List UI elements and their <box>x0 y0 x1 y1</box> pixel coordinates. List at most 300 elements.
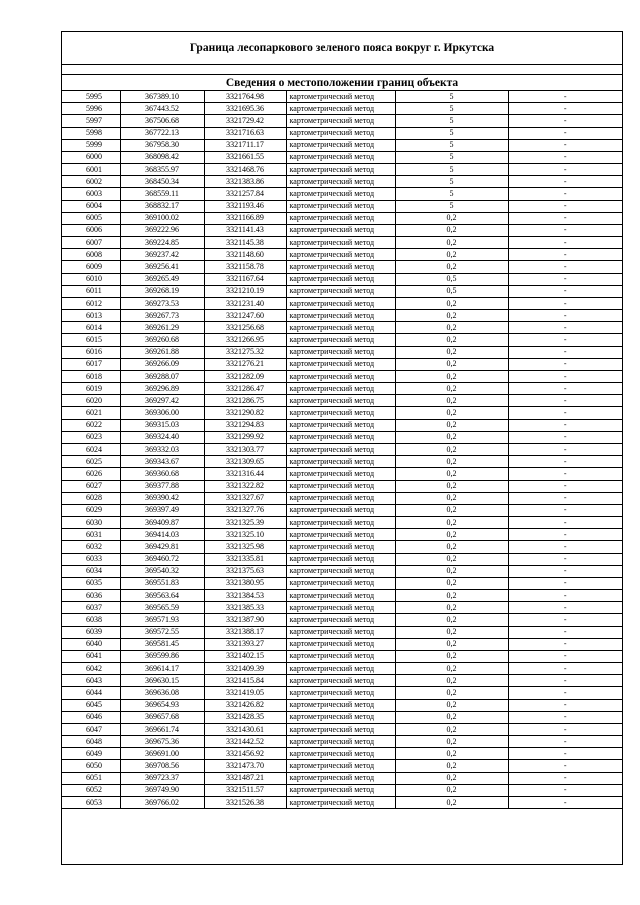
accuracy-cell: 0,2 <box>395 480 508 492</box>
dash-cell: - <box>508 711 622 723</box>
method-cell: картометрический метод <box>286 395 395 407</box>
dash-cell: - <box>508 565 622 577</box>
coord-x-cell: 369572.55 <box>120 626 204 638</box>
dash-cell: - <box>508 504 622 516</box>
method-cell: картометрический метод <box>286 188 395 200</box>
coord-y-cell: 3321231.40 <box>204 297 286 309</box>
coord-x-cell: 369273.53 <box>120 297 204 309</box>
method-cell: картометрический метод <box>286 565 395 577</box>
point-number-cell: 6010 <box>62 273 120 285</box>
coord-x-cell: 369267.73 <box>120 310 204 322</box>
accuracy-cell: 0,2 <box>395 261 508 273</box>
coord-x-cell: 369414.03 <box>120 529 204 541</box>
dash-cell: - <box>508 127 622 139</box>
method-cell: картометрический метод <box>286 529 395 541</box>
method-cell: картометрический метод <box>286 334 395 346</box>
coord-y-cell: 3321290.82 <box>204 407 286 419</box>
coord-y-cell: 3321247.60 <box>204 310 286 322</box>
dash-cell: - <box>508 784 622 796</box>
coord-y-cell: 3321375.63 <box>204 565 286 577</box>
method-cell: картометрический метод <box>286 358 395 370</box>
method-cell: картометрический метод <box>286 626 395 638</box>
point-number-cell: 6008 <box>62 249 120 261</box>
point-number-cell: 6040 <box>62 638 120 650</box>
point-number-cell: 5998 <box>62 127 120 139</box>
coord-y-cell: 3321526.38 <box>204 796 286 808</box>
point-number-cell: 6015 <box>62 334 120 346</box>
table-row <box>62 91 622 103</box>
table-row <box>62 529 622 541</box>
point-number-cell: 6009 <box>62 261 120 273</box>
table-row <box>62 322 622 334</box>
coord-y-cell: 3321309.65 <box>204 456 286 468</box>
accuracy-cell: 0,2 <box>395 322 508 334</box>
accuracy-cell: 0,2 <box>395 237 508 249</box>
table-row <box>62 358 622 370</box>
coord-y-cell: 3321468.76 <box>204 164 286 176</box>
coord-x-cell: 369397.49 <box>120 504 204 516</box>
dash-cell: - <box>508 212 622 224</box>
method-cell: картометрический метод <box>286 200 395 212</box>
method-cell: картометрический метод <box>286 650 395 662</box>
table-row <box>62 784 622 796</box>
dash-cell: - <box>508 492 622 504</box>
dash-cell: - <box>508 419 622 431</box>
coord-y-cell: 3321711.17 <box>204 139 286 151</box>
coord-y-cell: 3321299.92 <box>204 431 286 443</box>
accuracy-cell: 0,2 <box>395 784 508 796</box>
method-cell: картометрический метод <box>286 590 395 602</box>
method-cell: картометрический метод <box>286 796 395 808</box>
table-row <box>62 772 622 784</box>
coord-x-cell: 369261.29 <box>120 322 204 334</box>
point-number-cell: 5996 <box>62 103 120 115</box>
table-row <box>62 200 622 212</box>
coord-x-cell: 369723.37 <box>120 772 204 784</box>
point-number-cell: 6000 <box>62 151 120 163</box>
coord-y-cell: 3321380.95 <box>204 577 286 589</box>
table-row <box>62 711 622 723</box>
table-row <box>62 151 622 163</box>
table-row <box>62 395 622 407</box>
coord-x-cell: 369565.59 <box>120 602 204 614</box>
coord-y-cell: 3321384.53 <box>204 590 286 602</box>
coord-y-cell: 3321325.98 <box>204 541 286 553</box>
accuracy-cell: 0,2 <box>395 626 508 638</box>
point-number-cell: 6025 <box>62 456 120 468</box>
method-cell: картометрический метод <box>286 322 395 334</box>
coord-y-cell: 3321473.70 <box>204 760 286 772</box>
accuracy-cell: 0,2 <box>395 492 508 504</box>
coord-y-cell: 3321327.67 <box>204 492 286 504</box>
point-number-cell: 6003 <box>62 188 120 200</box>
table-row <box>62 541 622 553</box>
coord-x-cell: 369256.41 <box>120 261 204 273</box>
method-cell: картометрический метод <box>286 407 395 419</box>
table-row <box>62 237 622 249</box>
method-cell: картометрический метод <box>286 480 395 492</box>
coord-y-cell: 3321275.32 <box>204 346 286 358</box>
dash-cell: - <box>508 614 622 626</box>
coord-y-cell: 3321294.83 <box>204 419 286 431</box>
coord-x-cell: 367722.13 <box>120 127 204 139</box>
coordinates-table <box>62 91 622 809</box>
table-row <box>62 796 622 808</box>
method-cell: картометрический метод <box>286 553 395 565</box>
method-cell: картометрический метод <box>286 431 395 443</box>
coord-y-cell: 3321456.92 <box>204 748 286 760</box>
coord-x-cell: 369571.93 <box>120 614 204 626</box>
method-cell: картометрический метод <box>286 772 395 784</box>
accuracy-cell: 0,2 <box>395 796 508 808</box>
table-row <box>62 164 622 176</box>
dash-cell: - <box>508 151 622 163</box>
method-cell: картометрический метод <box>286 492 395 504</box>
coord-x-cell: 369636.08 <box>120 687 204 699</box>
coord-y-cell: 3321487.21 <box>204 772 286 784</box>
coord-x-cell: 367958.30 <box>120 139 204 151</box>
method-cell: картометрический метод <box>286 370 395 382</box>
accuracy-cell: 0,2 <box>395 699 508 711</box>
coord-x-cell: 369100.02 <box>120 212 204 224</box>
coord-y-cell: 3321511.57 <box>204 784 286 796</box>
table-row <box>62 577 622 589</box>
method-cell: картометрический метод <box>286 602 395 614</box>
dash-cell: - <box>508 602 622 614</box>
coord-y-cell: 3321442.52 <box>204 736 286 748</box>
accuracy-cell: 0,2 <box>395 504 508 516</box>
dash-cell: - <box>508 91 622 103</box>
point-number-cell: 6046 <box>62 711 120 723</box>
document-title: Граница лесопаркового зеленого пояса вокруг г. Иркутска <box>62 32 622 65</box>
table-row <box>62 310 622 322</box>
accuracy-cell: 0,5 <box>395 285 508 297</box>
dash-cell: - <box>508 395 622 407</box>
point-number-cell: 6023 <box>62 431 120 443</box>
dash-cell: - <box>508 468 622 480</box>
coord-y-cell: 3321325.10 <box>204 529 286 541</box>
point-number-cell: 6042 <box>62 663 120 675</box>
point-number-cell: 6051 <box>62 772 120 784</box>
method-cell: картометрический метод <box>286 139 395 151</box>
dash-cell: - <box>508 346 622 358</box>
accuracy-cell: 0,2 <box>395 249 508 261</box>
table-row <box>62 370 622 382</box>
accuracy-cell: 0,2 <box>395 383 508 395</box>
accuracy-cell: 5 <box>395 103 508 115</box>
table-row <box>62 261 622 273</box>
dash-cell: - <box>508 480 622 492</box>
table-row <box>62 626 622 638</box>
coord-x-cell: 369551.83 <box>120 577 204 589</box>
table-row <box>62 419 622 431</box>
accuracy-cell: 0,2 <box>395 675 508 687</box>
dash-cell: - <box>508 772 622 784</box>
coord-x-cell: 367506.68 <box>120 115 204 127</box>
table-row <box>62 249 622 261</box>
coord-y-cell: 3321327.76 <box>204 504 286 516</box>
table-row <box>62 407 622 419</box>
coord-x-cell: 369390.42 <box>120 492 204 504</box>
dash-cell: - <box>508 370 622 382</box>
coord-x-cell: 369306.00 <box>120 407 204 419</box>
dash-cell: - <box>508 103 622 115</box>
coord-x-cell: 369657.68 <box>120 711 204 723</box>
coord-x-cell: 369630.15 <box>120 675 204 687</box>
coord-x-cell: 369581.45 <box>120 638 204 650</box>
coord-y-cell: 3321193.46 <box>204 200 286 212</box>
accuracy-cell: 0,2 <box>395 468 508 480</box>
point-number-cell: 6033 <box>62 553 120 565</box>
point-number-cell: 6019 <box>62 383 120 395</box>
coord-y-cell: 3321325.39 <box>204 517 286 529</box>
method-cell: картометрический метод <box>286 249 395 261</box>
accuracy-cell: 0,2 <box>395 419 508 431</box>
method-cell: картометрический метод <box>286 383 395 395</box>
accuracy-cell: 0,5 <box>395 273 508 285</box>
coord-x-cell: 369766.02 <box>120 796 204 808</box>
method-cell: картометрический метод <box>286 297 395 309</box>
accuracy-cell: 0,2 <box>395 565 508 577</box>
point-number-cell: 5995 <box>62 91 120 103</box>
accuracy-cell: 0,2 <box>395 723 508 735</box>
coord-x-cell: 369332.03 <box>120 443 204 455</box>
coord-x-cell: 369563.64 <box>120 590 204 602</box>
method-cell: картометрический метод <box>286 723 395 735</box>
coord-x-cell: 369266.09 <box>120 358 204 370</box>
coord-y-cell: 3321145.38 <box>204 237 286 249</box>
dash-cell: - <box>508 261 622 273</box>
point-number-cell: 6027 <box>62 480 120 492</box>
table-row <box>62 103 622 115</box>
point-number-cell: 6020 <box>62 395 120 407</box>
method-cell: картометрический метод <box>286 285 395 297</box>
coord-x-cell: 369377.88 <box>120 480 204 492</box>
method-cell: картометрический метод <box>286 663 395 675</box>
table-row <box>62 699 622 711</box>
coord-x-cell: 368450.34 <box>120 176 204 188</box>
method-cell: картометрический метод <box>286 164 395 176</box>
coord-y-cell: 3321402.15 <box>204 650 286 662</box>
coord-y-cell: 3321286.47 <box>204 383 286 395</box>
coord-y-cell: 3321388.17 <box>204 626 286 638</box>
accuracy-cell: 5 <box>395 127 508 139</box>
coord-x-cell: 369343.67 <box>120 456 204 468</box>
accuracy-cell: 0,2 <box>395 736 508 748</box>
table-row <box>62 650 622 662</box>
dash-cell: - <box>508 626 622 638</box>
coord-x-cell: 369297.42 <box>120 395 204 407</box>
point-number-cell: 6030 <box>62 517 120 529</box>
point-number-cell: 6001 <box>62 164 120 176</box>
accuracy-cell: 5 <box>395 139 508 151</box>
coordinates-table-body <box>62 91 622 809</box>
dash-cell: - <box>508 188 622 200</box>
method-cell: картометрический метод <box>286 91 395 103</box>
dash-cell: - <box>508 760 622 772</box>
method-cell: картометрический метод <box>286 699 395 711</box>
table-row <box>62 480 622 492</box>
coord-y-cell: 3321695.36 <box>204 103 286 115</box>
coord-x-cell: 368832.17 <box>120 200 204 212</box>
point-number-cell: 6018 <box>62 370 120 382</box>
dash-cell: - <box>508 590 622 602</box>
coord-y-cell: 3321166.89 <box>204 212 286 224</box>
coord-y-cell: 3321316.44 <box>204 468 286 480</box>
point-number-cell: 6029 <box>62 504 120 516</box>
coord-y-cell: 3321335.81 <box>204 553 286 565</box>
dash-cell: - <box>508 237 622 249</box>
accuracy-cell: 0,2 <box>395 297 508 309</box>
accuracy-cell: 0,2 <box>395 456 508 468</box>
dash-cell: - <box>508 529 622 541</box>
coord-y-cell: 3321148.60 <box>204 249 286 261</box>
coord-x-cell: 369224.85 <box>120 237 204 249</box>
point-number-cell: 6032 <box>62 541 120 553</box>
point-number-cell: 6006 <box>62 224 120 236</box>
dash-cell: - <box>508 297 622 309</box>
accuracy-cell: 0,2 <box>395 334 508 346</box>
point-number-cell: 6005 <box>62 212 120 224</box>
table-row <box>62 723 622 735</box>
accuracy-cell: 0,2 <box>395 687 508 699</box>
dash-cell: - <box>508 541 622 553</box>
point-number-cell: 6053 <box>62 796 120 808</box>
method-cell: картометрический метод <box>286 687 395 699</box>
method-cell: картометрический метод <box>286 736 395 748</box>
coord-y-cell: 3321385.33 <box>204 602 286 614</box>
accuracy-cell: 0,2 <box>395 602 508 614</box>
dash-cell: - <box>508 577 622 589</box>
table-row <box>62 492 622 504</box>
point-number-cell: 6011 <box>62 285 120 297</box>
document-frame <box>61 31 623 865</box>
point-number-cell: 6012 <box>62 297 120 309</box>
coord-x-cell: 369268.19 <box>120 285 204 297</box>
table-row <box>62 748 622 760</box>
coord-x-cell: 369708.56 <box>120 760 204 772</box>
point-number-cell: 6002 <box>62 176 120 188</box>
accuracy-cell: 5 <box>395 188 508 200</box>
coord-y-cell: 3321286.75 <box>204 395 286 407</box>
accuracy-cell: 0,2 <box>395 760 508 772</box>
accuracy-cell: 5 <box>395 151 508 163</box>
method-cell: картометрический метод <box>286 638 395 650</box>
coord-y-cell: 3321167.64 <box>204 273 286 285</box>
point-number-cell: 5997 <box>62 115 120 127</box>
coord-x-cell: 369654.93 <box>120 699 204 711</box>
method-cell: картометрический метод <box>286 224 395 236</box>
table-row <box>62 517 622 529</box>
accuracy-cell: 0,2 <box>395 346 508 358</box>
coord-x-cell: 369265.49 <box>120 273 204 285</box>
dash-cell: - <box>508 115 622 127</box>
table-row <box>62 602 622 614</box>
method-cell: картометрический метод <box>286 517 395 529</box>
accuracy-cell: 0,2 <box>395 517 508 529</box>
accuracy-cell: 0,2 <box>395 772 508 784</box>
coord-y-cell: 3321661.55 <box>204 151 286 163</box>
accuracy-cell: 0,2 <box>395 370 508 382</box>
point-number-cell: 6028 <box>62 492 120 504</box>
table-row <box>62 431 622 443</box>
table-row <box>62 334 622 346</box>
point-number-cell: 6035 <box>62 577 120 589</box>
coord-x-cell: 369409.87 <box>120 517 204 529</box>
table-row <box>62 127 622 139</box>
table-row <box>62 565 622 577</box>
point-number-cell: 6017 <box>62 358 120 370</box>
point-number-cell: 6031 <box>62 529 120 541</box>
point-number-cell: 6049 <box>62 748 120 760</box>
method-cell: картометрический метод <box>286 212 395 224</box>
table-row <box>62 760 622 772</box>
accuracy-cell: 0,2 <box>395 407 508 419</box>
method-cell: картометрический метод <box>286 760 395 772</box>
coord-x-cell: 369460.72 <box>120 553 204 565</box>
coord-x-cell: 369675.36 <box>120 736 204 748</box>
dash-cell: - <box>508 456 622 468</box>
table-row <box>62 212 622 224</box>
point-number-cell: 6016 <box>62 346 120 358</box>
point-number-cell: 6041 <box>62 650 120 662</box>
accuracy-cell: 0,2 <box>395 443 508 455</box>
table-row <box>62 663 622 675</box>
accuracy-cell: 0,2 <box>395 212 508 224</box>
table-row <box>62 346 622 358</box>
coord-x-cell: 369661.74 <box>120 723 204 735</box>
table-row <box>62 383 622 395</box>
coord-y-cell: 3321393.27 <box>204 638 286 650</box>
table-row <box>62 285 622 297</box>
coord-y-cell: 3321141.43 <box>204 224 286 236</box>
coord-y-cell: 3321426.82 <box>204 699 286 711</box>
table-row <box>62 443 622 455</box>
accuracy-cell: 0,2 <box>395 748 508 760</box>
table-row <box>62 115 622 127</box>
point-number-cell: 6038 <box>62 614 120 626</box>
accuracy-cell: 0,2 <box>395 638 508 650</box>
coord-x-cell: 369749.90 <box>120 784 204 796</box>
accuracy-cell: 0,2 <box>395 529 508 541</box>
accuracy-cell: 0,2 <box>395 614 508 626</box>
accuracy-cell: 0,2 <box>395 395 508 407</box>
point-number-cell: 6007 <box>62 237 120 249</box>
dash-cell: - <box>508 723 622 735</box>
point-number-cell: 6045 <box>62 699 120 711</box>
coord-y-cell: 3321322.82 <box>204 480 286 492</box>
accuracy-cell: 5 <box>395 115 508 127</box>
dash-cell: - <box>508 224 622 236</box>
coord-y-cell: 3321158.78 <box>204 261 286 273</box>
accuracy-cell: 0,2 <box>395 541 508 553</box>
dash-cell: - <box>508 310 622 322</box>
coord-y-cell: 3321303.77 <box>204 443 286 455</box>
method-cell: картометрический метод <box>286 151 395 163</box>
table-row <box>62 176 622 188</box>
point-number-cell: 6026 <box>62 468 120 480</box>
coord-x-cell: 369288.07 <box>120 370 204 382</box>
table-row <box>62 273 622 285</box>
table-row <box>62 468 622 480</box>
accuracy-cell: 0,2 <box>395 431 508 443</box>
method-cell: картометрический метод <box>286 468 395 480</box>
accuracy-cell: 5 <box>395 200 508 212</box>
coord-x-cell: 369324.40 <box>120 431 204 443</box>
point-number-cell: 6043 <box>62 675 120 687</box>
dash-cell: - <box>508 431 622 443</box>
dash-cell: - <box>508 139 622 151</box>
